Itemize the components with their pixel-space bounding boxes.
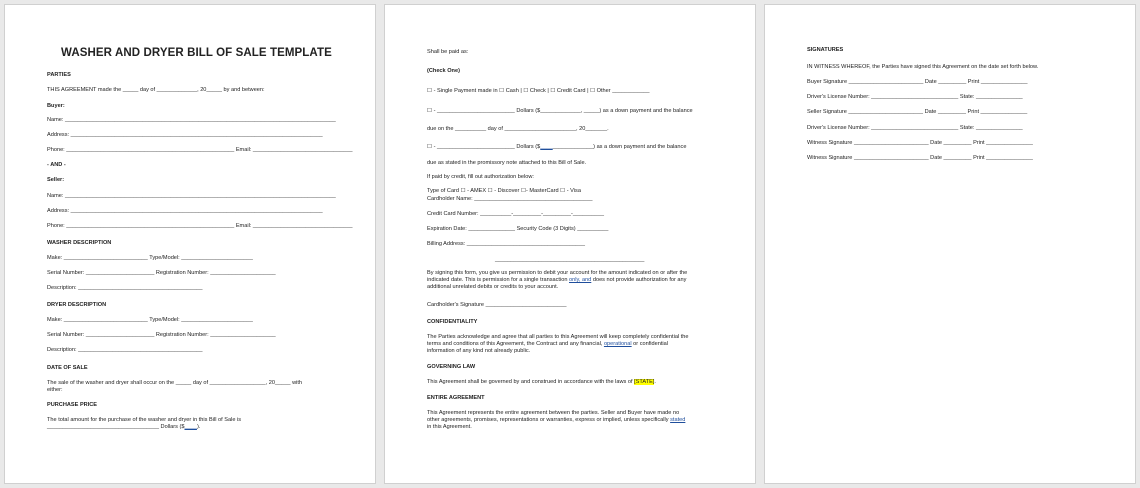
document-title: WASHER AND DRYER BILL OF SALE TEMPLATE [61, 47, 332, 59]
consent-text: indicated date. This is permission for a single transaction [427, 277, 569, 283]
down2-text-end: _____________) as a down payment and the balance [552, 144, 687, 150]
down-payment-option-1: ☐ - _________________________ Dollars ($_____________, _____) as a down payment and the balance [427, 108, 693, 114]
document-page-1 [4, 4, 376, 484]
buyer-heading: Buyer: [47, 103, 65, 109]
gov-text: This Agreement shall be governed by and construed in accordance with the laws of [427, 379, 635, 385]
amount-close: ). [196, 424, 201, 430]
cardholder-name-field: Cardholder Name: ______________________________________ [427, 196, 593, 202]
date-of-sale-line: The sale of the washer and dryer shall occur on the _____ day of __________________, 20_____ with [47, 380, 303, 386]
purchase-price-line: The total amount for the purchase of the washer and dryer in this Bill of Sale is [47, 417, 242, 423]
gov-end: . [654, 379, 656, 385]
confidentiality-line-3: information of any kind not already public. [427, 348, 531, 354]
consent-line-1: By signing this form, you give us permission to debit your account for the amount indicated on or after the [427, 270, 688, 276]
seller-signature-line: Seller Signature ________________________ Date _________ Print _______________ [807, 109, 1028, 115]
single-payment-option: ☐ - Single Payment made in ☐ Cash | ☐ Check | ☐ Credit Card | ☐ Other ____________ [427, 88, 650, 94]
washer-make-field: Make: ___________________________ Type/Model: _______________________ [47, 255, 253, 261]
signatures-heading: SIGNATURES [807, 47, 844, 53]
paid-as-line: Shall be paid as: [427, 49, 469, 55]
date-of-sale-line-2: either: [47, 387, 63, 393]
agreement-line: THIS AGREEMENT made the _____ day of _____________, 20_____ by and between: [47, 87, 265, 93]
dryer-make-field: Make: ___________________________ Type/Model: _______________________ [47, 317, 253, 323]
consent-link[interactable]: only, and [569, 277, 592, 283]
washer-serial-field: Serial Number: ______________________ Registration Number: _____________________ [47, 270, 276, 276]
expiration-field: Expiration Date: _______________ Security Code (3 Digits) __________ [427, 226, 609, 232]
buyer-signature-line: Buyer Signature ________________________ Date _________ Print _______________ [807, 79, 1028, 85]
amount-link[interactable]: ____ [184, 424, 197, 430]
witness-whereof-line: IN WITNESS WHEREOF, the Parties have signed this Agreement on the date set forth below. [807, 64, 1039, 70]
buyer-license-line: Driver's License Number: ____________________________ State: _______________ [807, 94, 1023, 100]
entire-agreement-line-2 [427, 417, 685, 424]
conf-link[interactable]: operational [603, 341, 632, 347]
state-placeholder: [STATE] [634, 379, 655, 385]
washer-heading: WASHER DESCRIPTION [47, 240, 112, 246]
witness-signature-line-1: Witness Signature ________________________ Date _________ Print _______________ [807, 140, 1033, 146]
down-payment-option-2 [427, 144, 686, 151]
amount-text: ____________________________________ Dollars ($ [47, 424, 185, 430]
check-one-heading: (Check One) [427, 68, 460, 74]
card-number-field: Credit Card Number: __________-_________-_________-__________ [427, 211, 604, 217]
consent-line-2 [427, 277, 686, 284]
card-type-options: Type of Card ☐ - AMEX ☐ - Discover ☐- MasterCard ☐ - Visa [427, 188, 581, 194]
entire-agreement-heading: ENTIRE AGREEMENT [427, 395, 485, 401]
conf-text: terms and conditions of this Agreement, the Contract and any financial, [427, 341, 604, 347]
purchase-price-heading: PURCHASE PRICE [47, 402, 98, 408]
washer-description-field: Description: ________________________________________ [47, 285, 203, 291]
down-payment-due-date: due on the __________ day of _______________________, 20_______. [427, 126, 609, 132]
buyer-name-field: Name: _______________________________________________________________________________________ [47, 117, 336, 123]
dryer-serial-field: Serial Number: ______________________ Registration Number: _____________________ [47, 332, 276, 338]
consent-text-end: does not provide authorization for any [591, 277, 687, 283]
seller-name-field: Name: _______________________________________________________________________________________ [47, 193, 336, 199]
credit-intro: If paid by credit, fill out authorization below: [427, 174, 534, 180]
down2-text: ☐ - _________________________ Dollars ($ [427, 144, 541, 150]
entire-agreement-line-3: in this Agreement. [427, 424, 472, 430]
seller-phone-field: Phone: ______________________________________________________ Email: ________________________________ [47, 223, 353, 229]
dryer-description-field: Description: ________________________________________ [47, 347, 203, 353]
parties-heading: PARTIES [47, 72, 71, 78]
billing-address-field: Billing Address: ______________________________________ [427, 241, 586, 247]
entire-link[interactable]: stated [670, 417, 686, 423]
and-separator: - AND - [47, 162, 66, 168]
dryer-heading: DRYER DESCRIPTION [47, 302, 107, 308]
consent-line-3: additional unrelated debits or credits to your account. [427, 284, 559, 290]
document-page-2 [384, 4, 756, 484]
buyer-phone-field: Phone: ______________________________________________________ Email: ________________________________ [47, 147, 353, 153]
seller-license-line: Driver's License Number: ____________________________ State: _______________ [807, 125, 1023, 131]
document-page-3 [764, 4, 1136, 484]
entire-agreement-line-1: This Agreement represents the entire agreement between the parties. Seller and Buyer have made no [427, 410, 680, 416]
seller-address-field: Address: _________________________________________________________________________________ [47, 208, 323, 214]
entire-text: other agreements, promises, representations or warranties, express or implied, unless specifically [427, 417, 671, 423]
confidentiality-line-2 [427, 341, 668, 348]
cardholder-signature: Cardholder's Signature __________________________ [427, 302, 567, 308]
promissory-note-line: due as stated in the promissory note attached to this Bill of Sale. [427, 160, 587, 166]
purchase-price-amount-line [47, 424, 200, 431]
confidentiality-line-1: The Parties acknowledge and agree that all parties to this Agreement will keep completely confidential the [427, 334, 689, 340]
witness-signature-line-2: Witness Signature ________________________ Date _________ Print _______________ [807, 155, 1033, 161]
date-of-sale-heading: DATE OF SALE [47, 365, 88, 371]
governing-law-heading: GOVERNING LAW [427, 364, 476, 370]
buyer-address-field: Address: _________________________________________________________________________________ [47, 132, 323, 138]
down2-link[interactable]: ____ [540, 144, 553, 150]
governing-law-line [427, 379, 656, 386]
billing-address-field-2: ________________________________________________ [495, 257, 645, 263]
confidentiality-heading: CONFIDENTIALITY [427, 319, 478, 325]
seller-heading: Seller: [47, 177, 65, 183]
conf-text-end: or confidential [631, 341, 669, 347]
